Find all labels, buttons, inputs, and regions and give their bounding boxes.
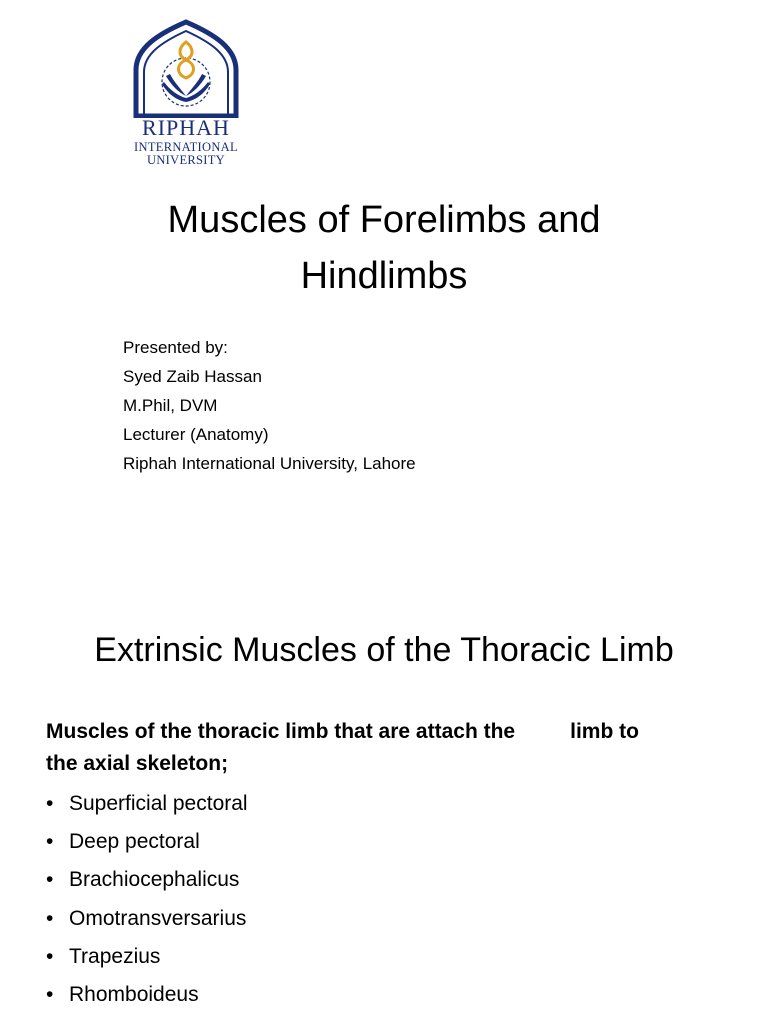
list-item	[46, 861, 736, 899]
bullet-icon: •	[46, 830, 54, 854]
list-item	[46, 900, 736, 938]
list-item-label: Brachiocephalicus	[69, 868, 240, 892]
presenter-name: Syed Zaib Hassan	[123, 367, 262, 386]
logo-line-university: UNIVERSITY	[147, 153, 225, 167]
list-item-label: Superficial pectoral	[69, 792, 248, 815]
list-item	[46, 976, 736, 1014]
presenter-affiliation: Riphah International University, Lahore	[123, 454, 416, 473]
bullet-icon: •	[46, 792, 54, 815]
intro-part-3: the axial skeleton;	[46, 752, 229, 775]
content-slide	[0, 576, 768, 1024]
list-item	[46, 785, 736, 823]
bullet-icon: •	[46, 944, 54, 968]
presenter-info	[123, 333, 683, 478]
logo-line-international: INTERNATIONAL	[134, 140, 238, 154]
title-line-2: Hindlimbs	[300, 255, 468, 297]
muscle-list	[46, 785, 736, 1014]
riphah-emblem-icon	[118, 18, 254, 118]
list-item-label: Omotransversarius	[69, 906, 247, 930]
presented-by-label: Presented by:	[123, 338, 228, 357]
bullet-icon: •	[46, 906, 54, 930]
title-line-1: Muscles of Forelimbs and	[167, 199, 601, 241]
list-item-label: Deep pectoral	[69, 830, 200, 854]
intro-part-1: Muscles of the thoracic limb that are attach the	[46, 720, 516, 743]
slide-title: Extrinsic Muscles of the Thoracic Limb	[94, 631, 674, 669]
list-item-label: Trapezius	[69, 944, 161, 968]
bullet-icon: •	[46, 868, 54, 892]
list-item-label: Rhomboideus	[69, 983, 199, 1007]
list-item	[46, 823, 736, 861]
riphah-logo	[118, 18, 254, 170]
list-item	[46, 938, 736, 976]
logo-name: RIPHAH	[142, 115, 230, 140]
presenter-degrees: M.Phil, DVM	[123, 396, 218, 415]
presenter-role: Lecturer (Anatomy)	[123, 425, 269, 444]
intro-text	[46, 716, 736, 780]
intro-part-2: limb to	[570, 720, 639, 743]
bullet-icon: •	[46, 983, 54, 1007]
presentation-title	[100, 192, 668, 304]
